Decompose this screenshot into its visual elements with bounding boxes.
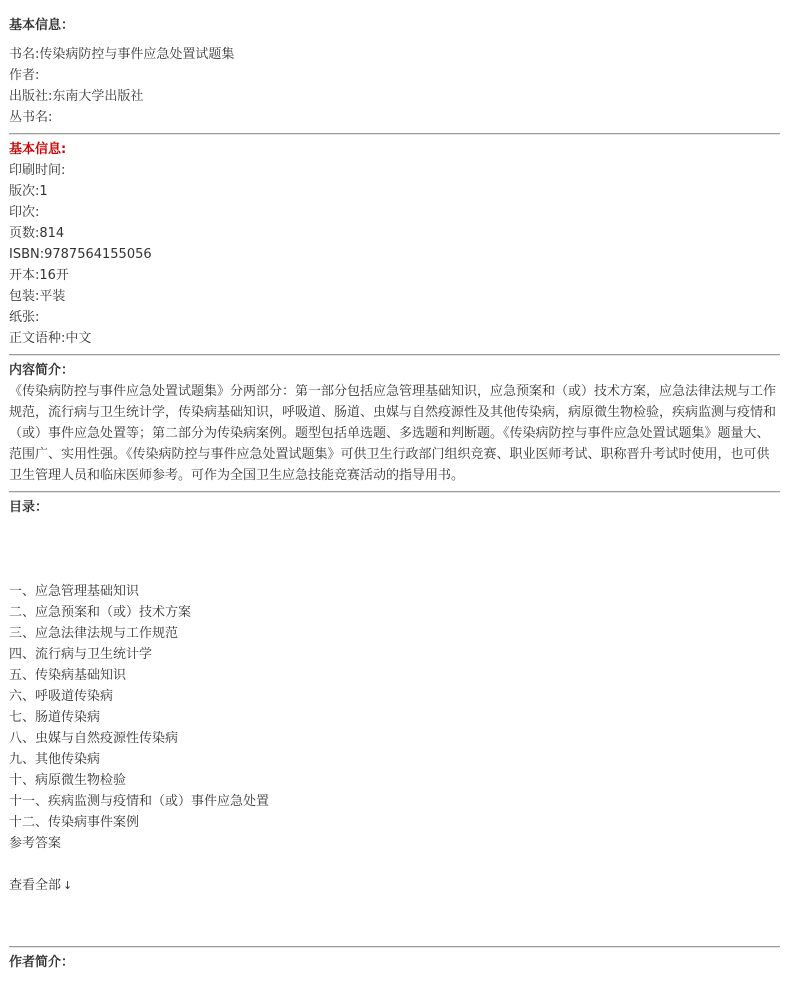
toc-heading: 目录：	[9, 500, 49, 515]
basic-info-heading-2: 基本信息:	[9, 142, 67, 157]
toc-section	[9, 497, 780, 941]
toc-item: 参考答案	[9, 836, 62, 851]
author-section	[9, 952, 780, 973]
book-detail	[9, 15, 780, 973]
toc-item: 八、虫媒与自然疫源性传染病	[9, 731, 179, 746]
view-all-button[interactable]	[9, 875, 72, 896]
divider	[9, 354, 780, 356]
toc-item: 三、应急法律法规与工作规范	[9, 626, 179, 641]
toc-item: 五、传染病基础知识	[9, 668, 127, 683]
format-line: 开本:16开	[9, 268, 69, 283]
publisher-line: 出版社:东南大学出版社	[9, 89, 144, 104]
isbn-line: ISBN:9787564155056	[9, 247, 152, 262]
toc-item: 四、流行病与卫生统计学	[9, 647, 153, 662]
basic-info-heading-1: 基本信息：	[9, 18, 75, 33]
toc-item: 十一、疾病监测与疫情和（或）事件应急处置	[9, 794, 270, 809]
print-time-line: 印刷时间:	[9, 163, 66, 178]
paper-line: 纸张:	[9, 310, 40, 325]
summary-section	[9, 360, 780, 486]
summary-text: 《传染病防控与事件应急处置试题集》分两部分：第一部分包括应急管理基础知识，应急预案和（或）技术方案，应急法律法规与工作规范，流行病与卫生统计学，传染病基础知识，呼吸道、肠道、虫媒与自然疫源性及其他传染病，病原微生物检验，疾病监测与疫情和（或）事件应急处置等；第二部分为传染病案例。题型包括单选题、多选题和判断题。《传染病防控与事件应急处置试题集》题量大、范围广、实用性强。《传染病防控与事件应急处置试题集》可供卫生行政部门组织竞赛、职业医师考试、职称晋升考试时使用，也可供卫生管理人员和临床医师参考。可作为全国卫生应急技能竞赛活动的指导用书。	[9, 384, 777, 483]
author-line: 作者:	[9, 68, 40, 83]
series-line: 丛书名:	[9, 110, 53, 125]
toc-item: 九、其他传染病	[9, 752, 101, 767]
toc-item: 十二、传染病事件案例	[9, 815, 140, 830]
basic-info-section-1	[9, 15, 780, 128]
toc-item: 七、肠道传染病	[9, 710, 101, 725]
binding-line: 包装:平装	[9, 289, 66, 304]
book-title-line: 书名:传染病防控与事件应急处置试题集	[9, 47, 235, 62]
language-line: 正文语种:中文	[9, 331, 92, 346]
down-arrow-icon: ↓	[63, 879, 73, 892]
toc-item: 二、应急预案和（或）技术方案	[9, 605, 192, 620]
divider	[9, 491, 780, 493]
summary-heading: 内容简介：	[9, 363, 75, 378]
toc-item: 一、应急管理基础知识	[9, 584, 140, 599]
divider	[9, 133, 780, 135]
toc-item: 六、呼吸道传染病	[9, 689, 114, 704]
divider	[9, 946, 780, 948]
impression-line: 印次:	[9, 205, 40, 220]
edition-line: 版次:1	[9, 184, 48, 199]
pages-line: 页数:814	[9, 226, 65, 241]
author-heading: 作者简介：	[9, 955, 75, 970]
view-all-label: 查看全部	[9, 878, 62, 893]
basic-info-section-2	[9, 139, 780, 349]
toc-item: 十、病原微生物检验	[9, 773, 127, 788]
